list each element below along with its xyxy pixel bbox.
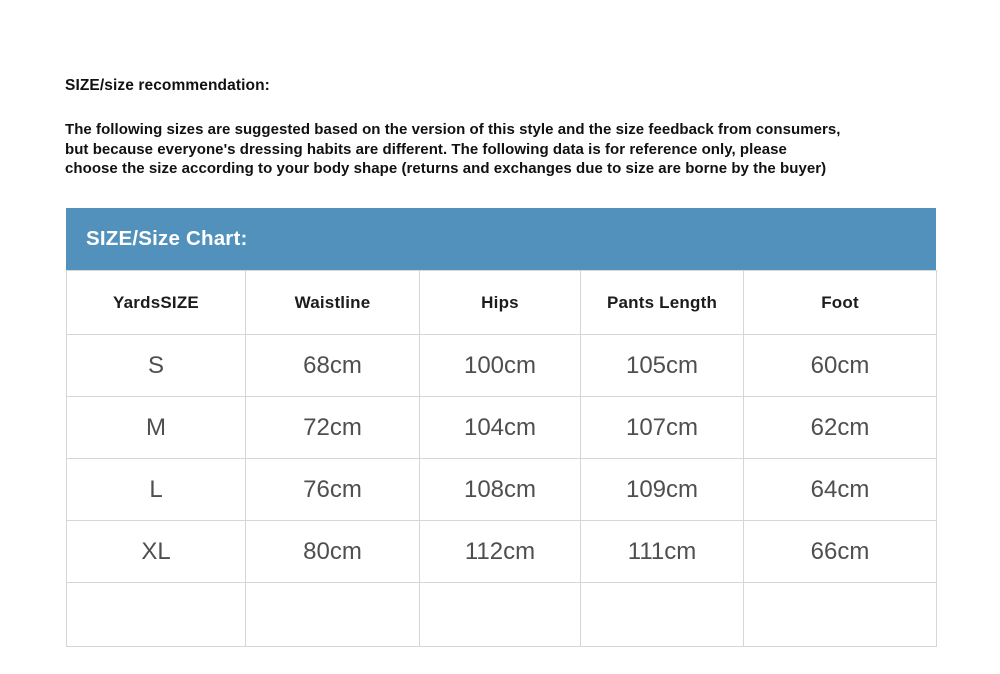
cell-waistline: 80cm xyxy=(246,521,420,583)
cell-pants-length: 109cm xyxy=(581,459,744,521)
column-header-waistline: Waistline xyxy=(246,271,420,335)
table-row-size-xl xyxy=(67,521,937,583)
size-chart-table xyxy=(66,270,937,647)
cell-foot: 64cm xyxy=(744,459,937,521)
size-chart-title-bar xyxy=(66,208,936,270)
cell-foot: 62cm xyxy=(744,397,937,459)
cell-hips: 112cm xyxy=(420,521,581,583)
cell-size: M xyxy=(67,397,246,459)
table-row-empty xyxy=(67,583,937,647)
size-chart-section xyxy=(66,208,936,647)
cell-hips: 100cm xyxy=(420,335,581,397)
size-recommendation-heading: SIZE/size recommendation: xyxy=(65,77,270,94)
column-header-foot: Foot xyxy=(744,271,937,335)
column-header-yards-size: YardsSIZE xyxy=(67,271,246,335)
cell-hips: 104cm xyxy=(420,397,581,459)
cell-size: L xyxy=(67,459,246,521)
size-recommendation-text xyxy=(65,120,943,179)
table-row-size-m xyxy=(67,397,937,459)
cell-empty xyxy=(420,583,581,647)
recommendation-line-3: choose the size according to your body shape (returns and exchanges due to size are borne by the buyer) xyxy=(65,160,827,178)
cell-empty xyxy=(67,583,246,647)
cell-empty xyxy=(246,583,420,647)
cell-waistline: 76cm xyxy=(246,459,420,521)
cell-size: XL xyxy=(67,521,246,583)
recommendation-line-1: The following sizes are suggested based on the version of this style and the size feedback from consumers, xyxy=(65,121,841,138)
cell-pants-length: 107cm xyxy=(581,397,744,459)
cell-empty xyxy=(744,583,937,647)
table-row-size-s xyxy=(67,335,937,397)
cell-waistline: 72cm xyxy=(246,397,420,459)
cell-foot: 60cm xyxy=(744,335,937,397)
size-chart-title: SIZE/Size Chart: xyxy=(86,227,248,250)
column-header-pants-length: Pants Length xyxy=(581,271,744,335)
cell-waistline: 68cm xyxy=(246,335,420,397)
recommendation-line-2: but because everyone's dressing habits are different. The following data is for reference only, please xyxy=(65,140,787,158)
cell-pants-length: 105cm xyxy=(581,335,744,397)
cell-foot: 66cm xyxy=(744,521,937,583)
table-header-row xyxy=(67,271,937,335)
cell-hips: 108cm xyxy=(420,459,581,521)
cell-empty xyxy=(581,583,744,647)
column-header-hips: Hips xyxy=(420,271,581,335)
cell-size: S xyxy=(67,335,246,397)
cell-pants-length: 111cm xyxy=(581,521,744,583)
table-row-size-l xyxy=(67,459,937,521)
